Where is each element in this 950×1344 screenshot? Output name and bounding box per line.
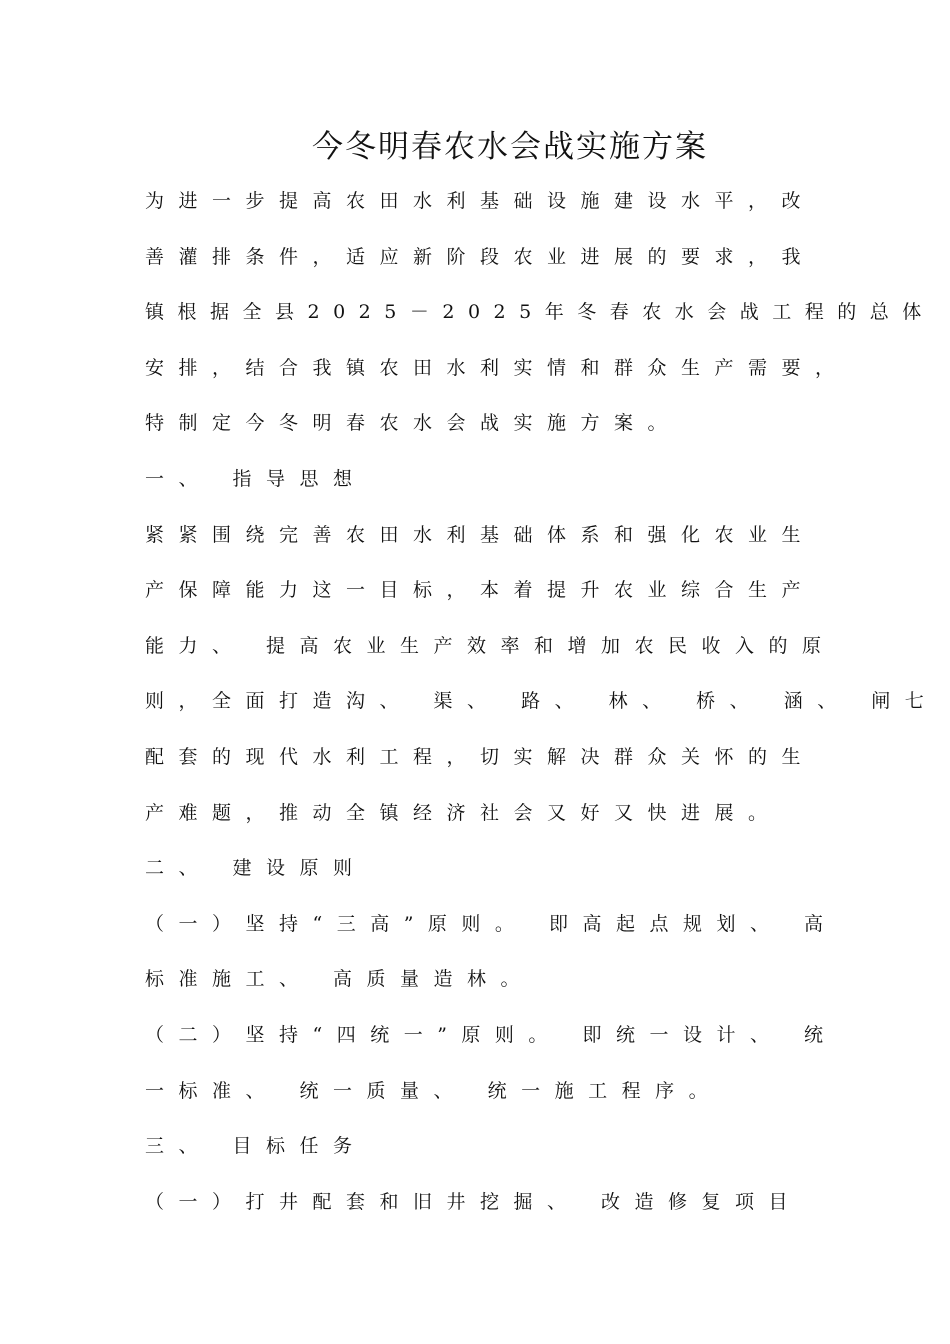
body-line: 一标准、 统一质量、 统一施工程序。 xyxy=(145,1079,723,1102)
body-line: 标准施工、 高质量造林。 xyxy=(145,968,535,991)
body-line: （一）坚持“三高”原则。 即高起点规划、 高 xyxy=(145,912,838,935)
body-line: 善灌排条件，适应新阶段农业进展的要求，我 xyxy=(145,245,816,268)
section-heading: 二、 建设原则 xyxy=(145,857,367,880)
document-body xyxy=(145,181,939,1237)
body-line: 则，全面打造沟、 渠、 路、 林、 桥、 涵、 闸七 xyxy=(145,690,939,713)
document-title: 今冬明春农水会战实施方案 xyxy=(312,129,708,165)
subsection-heading: （一）打井配套和旧井挖掘、 改造修复项目 xyxy=(145,1190,803,1213)
body-line: 安排，结合我镇农田水利实情和群众生产需要， xyxy=(145,356,849,379)
body-line: 为进一步提高农田水利基础设施建设水平，改 xyxy=(145,190,816,212)
body-line: 产保障能力这一目标，本着提升农业综合生产 xyxy=(145,579,816,602)
body-line: 镇根据全县2025－2025年冬春农水会战工程的总体 xyxy=(145,301,935,324)
body-line: （二）坚持“四统一”原则。 即统一设计、 统 xyxy=(145,1023,838,1046)
section-heading: 三、 目标任务 xyxy=(145,1135,367,1158)
body-line: 特制定今冬明春农水会战实施方案。 xyxy=(145,412,682,435)
body-line: 紧紧围绕完善农田水利基础体系和强化农业生 xyxy=(145,523,816,546)
body-line: 能力、 提高农业生产效率和增加农民收入的原 xyxy=(145,634,836,657)
body-line: 产难题，推动全镇经济社会又好又快进展。 xyxy=(145,801,782,824)
body-line: 配套的现代水利工程，切实解决群众关怀的生 xyxy=(145,745,816,768)
section-heading: 一、 指导思想 xyxy=(145,467,367,490)
